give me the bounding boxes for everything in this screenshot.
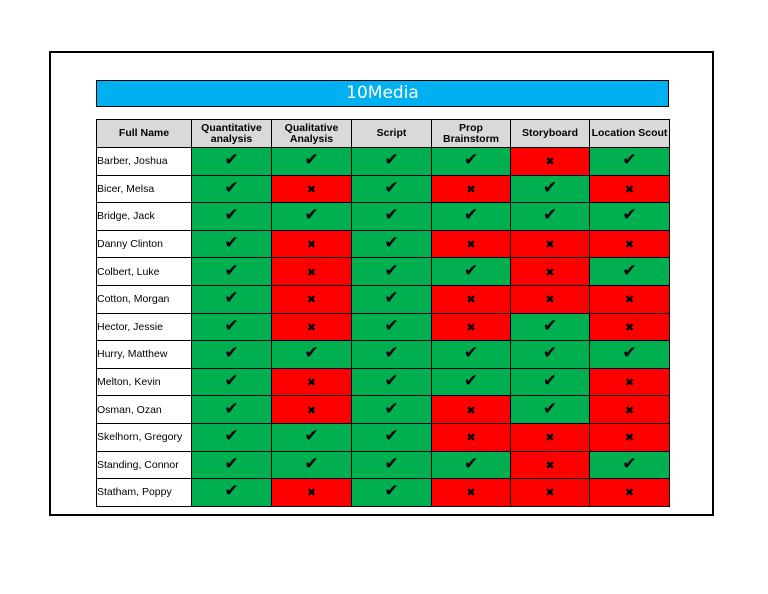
status-cell <box>511 230 590 258</box>
row-full-name: Osman, Ozan <box>97 396 192 424</box>
status-cell <box>432 258 511 286</box>
table-row <box>97 285 670 313</box>
check-icon: ✔ <box>542 177 558 198</box>
status-cell <box>432 423 511 451</box>
cross-icon: ✖ <box>624 182 635 196</box>
status-cell <box>590 396 670 424</box>
status-cell <box>590 423 670 451</box>
status-cell <box>192 230 272 258</box>
status-cell <box>511 313 590 341</box>
cross-icon: ✖ <box>466 293 476 307</box>
table-row <box>97 479 670 507</box>
status-cell <box>192 479 272 507</box>
check-icon: ✔ <box>384 453 399 474</box>
check-icon: ✔ <box>224 481 239 502</box>
cross-icon: ✖ <box>306 320 317 334</box>
check-icon: ✔ <box>224 205 239 226</box>
check-icon: ✔ <box>224 398 239 419</box>
status-cell <box>352 175 432 203</box>
row-full-name: Skelhorn, Gregory <box>97 423 192 451</box>
check-icon: ✔ <box>542 315 558 336</box>
header-row <box>97 120 670 148</box>
status-cell <box>352 313 432 341</box>
check-icon: ✔ <box>542 205 558 226</box>
table-row <box>97 368 670 396</box>
cross-icon: ✖ <box>466 431 476 445</box>
status-cell <box>272 313 352 341</box>
check-icon: ✔ <box>622 260 637 281</box>
check-icon: ✔ <box>304 150 319 171</box>
status-cell <box>511 341 590 369</box>
header-prop-brainstorm: Prop Brainstorm <box>432 120 511 148</box>
skills-table <box>96 119 670 507</box>
cross-icon: ✖ <box>306 182 317 196</box>
header-quantitative-analysis: Quantitative analysis <box>192 120 272 148</box>
status-cell <box>511 368 590 396</box>
check-icon: ✔ <box>384 150 399 171</box>
status-cell <box>590 479 670 507</box>
row-full-name: Statham, Poppy <box>97 479 192 507</box>
check-icon: ✔ <box>304 343 319 364</box>
check-icon: ✔ <box>224 260 239 281</box>
check-icon: ✔ <box>384 371 399 392</box>
status-cell <box>511 451 590 479</box>
cross-icon: ✖ <box>466 403 476 417</box>
status-cell <box>272 479 352 507</box>
check-icon: ✔ <box>463 260 479 281</box>
check-icon: ✔ <box>384 288 399 309</box>
cross-icon: ✖ <box>624 238 635 252</box>
header-full-name: Full Name <box>97 120 192 148</box>
cross-icon: ✖ <box>306 238 317 252</box>
status-cell <box>272 423 352 451</box>
header-storyboard: Storyboard <box>511 120 590 148</box>
check-icon: ✔ <box>224 426 239 447</box>
status-cell <box>352 148 432 176</box>
row-full-name: Barber, Joshua <box>97 148 192 176</box>
cross-icon: ✖ <box>306 293 317 307</box>
cross-icon: ✖ <box>545 155 555 169</box>
cross-icon: ✖ <box>624 431 635 445</box>
row-full-name: Standing, Connor <box>97 451 192 479</box>
status-cell <box>432 285 511 313</box>
status-cell <box>432 203 511 231</box>
table-row <box>97 423 670 451</box>
status-cell <box>272 396 352 424</box>
check-icon: ✔ <box>384 343 399 364</box>
cross-icon: ✖ <box>545 431 555 445</box>
status-cell <box>590 148 670 176</box>
cross-icon: ✖ <box>624 293 635 307</box>
table-row <box>97 175 670 203</box>
status-cell <box>352 341 432 369</box>
check-icon: ✔ <box>622 205 637 226</box>
status-cell <box>590 258 670 286</box>
header-location-scout: Location Scout <box>590 120 670 148</box>
table-row <box>97 341 670 369</box>
status-cell <box>272 203 352 231</box>
cross-icon: ✖ <box>466 182 476 196</box>
check-icon: ✔ <box>622 150 637 171</box>
check-icon: ✔ <box>224 315 239 336</box>
table-row <box>97 396 670 424</box>
table-row <box>97 148 670 176</box>
table-row <box>97 258 670 286</box>
status-cell <box>192 148 272 176</box>
status-cell <box>432 230 511 258</box>
check-icon: ✔ <box>304 426 319 447</box>
check-icon: ✔ <box>463 371 479 392</box>
status-cell <box>511 148 590 176</box>
status-cell <box>352 423 432 451</box>
status-cell <box>192 451 272 479</box>
cross-icon: ✖ <box>624 486 635 500</box>
status-cell <box>352 479 432 507</box>
status-cell <box>590 175 670 203</box>
status-cell <box>590 341 670 369</box>
cross-icon: ✖ <box>466 486 476 500</box>
row-full-name: Melton, Kevin <box>97 368 192 396</box>
status-cell <box>352 451 432 479</box>
status-cell <box>352 203 432 231</box>
status-cell <box>192 258 272 286</box>
cross-icon: ✖ <box>306 265 317 279</box>
sheet-title: 10Media <box>96 80 669 107</box>
row-full-name: Bridge, Jack <box>97 203 192 231</box>
status-cell <box>272 148 352 176</box>
row-full-name: Hector, Jessie <box>97 313 192 341</box>
check-icon: ✔ <box>542 371 558 392</box>
status-cell <box>272 285 352 313</box>
status-cell <box>432 368 511 396</box>
status-cell <box>192 423 272 451</box>
status-cell <box>590 230 670 258</box>
status-cell <box>432 148 511 176</box>
check-icon: ✔ <box>463 205 479 226</box>
check-icon: ✔ <box>463 150 479 171</box>
status-cell <box>432 341 511 369</box>
status-cell <box>432 313 511 341</box>
check-icon: ✔ <box>224 453 239 474</box>
check-icon: ✔ <box>224 288 239 309</box>
status-cell <box>432 451 511 479</box>
status-cell <box>352 258 432 286</box>
status-cell <box>272 451 352 479</box>
status-cell <box>511 396 590 424</box>
status-cell <box>590 368 670 396</box>
check-icon: ✔ <box>542 343 558 364</box>
status-cell <box>192 313 272 341</box>
check-icon: ✔ <box>384 205 399 226</box>
status-cell <box>352 396 432 424</box>
check-icon: ✔ <box>224 177 239 198</box>
cross-icon: ✖ <box>306 376 317 390</box>
check-icon: ✔ <box>384 233 399 254</box>
status-cell <box>511 258 590 286</box>
check-icon: ✔ <box>384 426 399 447</box>
status-cell <box>192 368 272 396</box>
status-cell <box>432 479 511 507</box>
header-script: Script <box>352 120 432 148</box>
check-icon: ✔ <box>384 398 399 419</box>
status-cell <box>511 203 590 231</box>
row-full-name: Hurry, Matthew <box>97 341 192 369</box>
header-qualitative-analysis: Qualitative Analysis <box>272 120 352 148</box>
status-cell <box>192 285 272 313</box>
check-icon: ✔ <box>384 260 399 281</box>
status-cell <box>192 396 272 424</box>
cross-icon: ✖ <box>545 293 555 307</box>
status-cell <box>590 313 670 341</box>
status-cell <box>352 230 432 258</box>
status-cell <box>590 451 670 479</box>
row-full-name: Colbert, Luke <box>97 258 192 286</box>
status-cell <box>511 285 590 313</box>
check-icon: ✔ <box>304 453 319 474</box>
status-cell <box>432 175 511 203</box>
cross-icon: ✖ <box>545 238 555 252</box>
status-cell <box>511 175 590 203</box>
status-cell <box>352 285 432 313</box>
check-icon: ✔ <box>224 371 239 392</box>
check-icon: ✔ <box>304 205 319 226</box>
status-cell <box>272 230 352 258</box>
table-body <box>97 148 670 507</box>
status-cell <box>192 175 272 203</box>
row-full-name: Cotton, Morgan <box>97 285 192 313</box>
row-full-name: Danny Clinton <box>97 230 192 258</box>
check-icon: ✔ <box>384 481 399 502</box>
cross-icon: ✖ <box>545 265 555 279</box>
cross-icon: ✖ <box>624 403 635 417</box>
cross-icon: ✖ <box>545 458 555 472</box>
status-cell <box>192 203 272 231</box>
check-icon: ✔ <box>542 398 558 419</box>
table-row <box>97 203 670 231</box>
check-icon: ✔ <box>622 343 637 364</box>
status-cell <box>511 423 590 451</box>
check-icon: ✔ <box>224 150 239 171</box>
status-cell <box>352 368 432 396</box>
cross-icon: ✖ <box>624 376 635 390</box>
table-row <box>97 230 670 258</box>
status-cell <box>432 396 511 424</box>
cross-icon: ✖ <box>545 486 555 500</box>
check-icon: ✔ <box>224 233 239 254</box>
status-cell <box>192 341 272 369</box>
check-icon: ✔ <box>622 453 637 474</box>
table-row <box>97 451 670 479</box>
status-cell <box>272 368 352 396</box>
cross-icon: ✖ <box>466 320 476 334</box>
status-cell <box>272 258 352 286</box>
cross-icon: ✖ <box>306 403 317 417</box>
table-row <box>97 313 670 341</box>
cross-icon: ✖ <box>466 238 476 252</box>
status-cell <box>590 285 670 313</box>
row-full-name: Bicer, Melsa <box>97 175 192 203</box>
check-icon: ✔ <box>463 453 479 474</box>
check-icon: ✔ <box>384 177 399 198</box>
check-icon: ✔ <box>463 343 479 364</box>
cross-icon: ✖ <box>624 320 635 334</box>
status-cell <box>272 341 352 369</box>
status-cell <box>511 479 590 507</box>
status-cell <box>272 175 352 203</box>
check-icon: ✔ <box>224 343 239 364</box>
check-icon: ✔ <box>384 315 399 336</box>
status-cell <box>590 203 670 231</box>
cross-icon: ✖ <box>306 486 317 500</box>
